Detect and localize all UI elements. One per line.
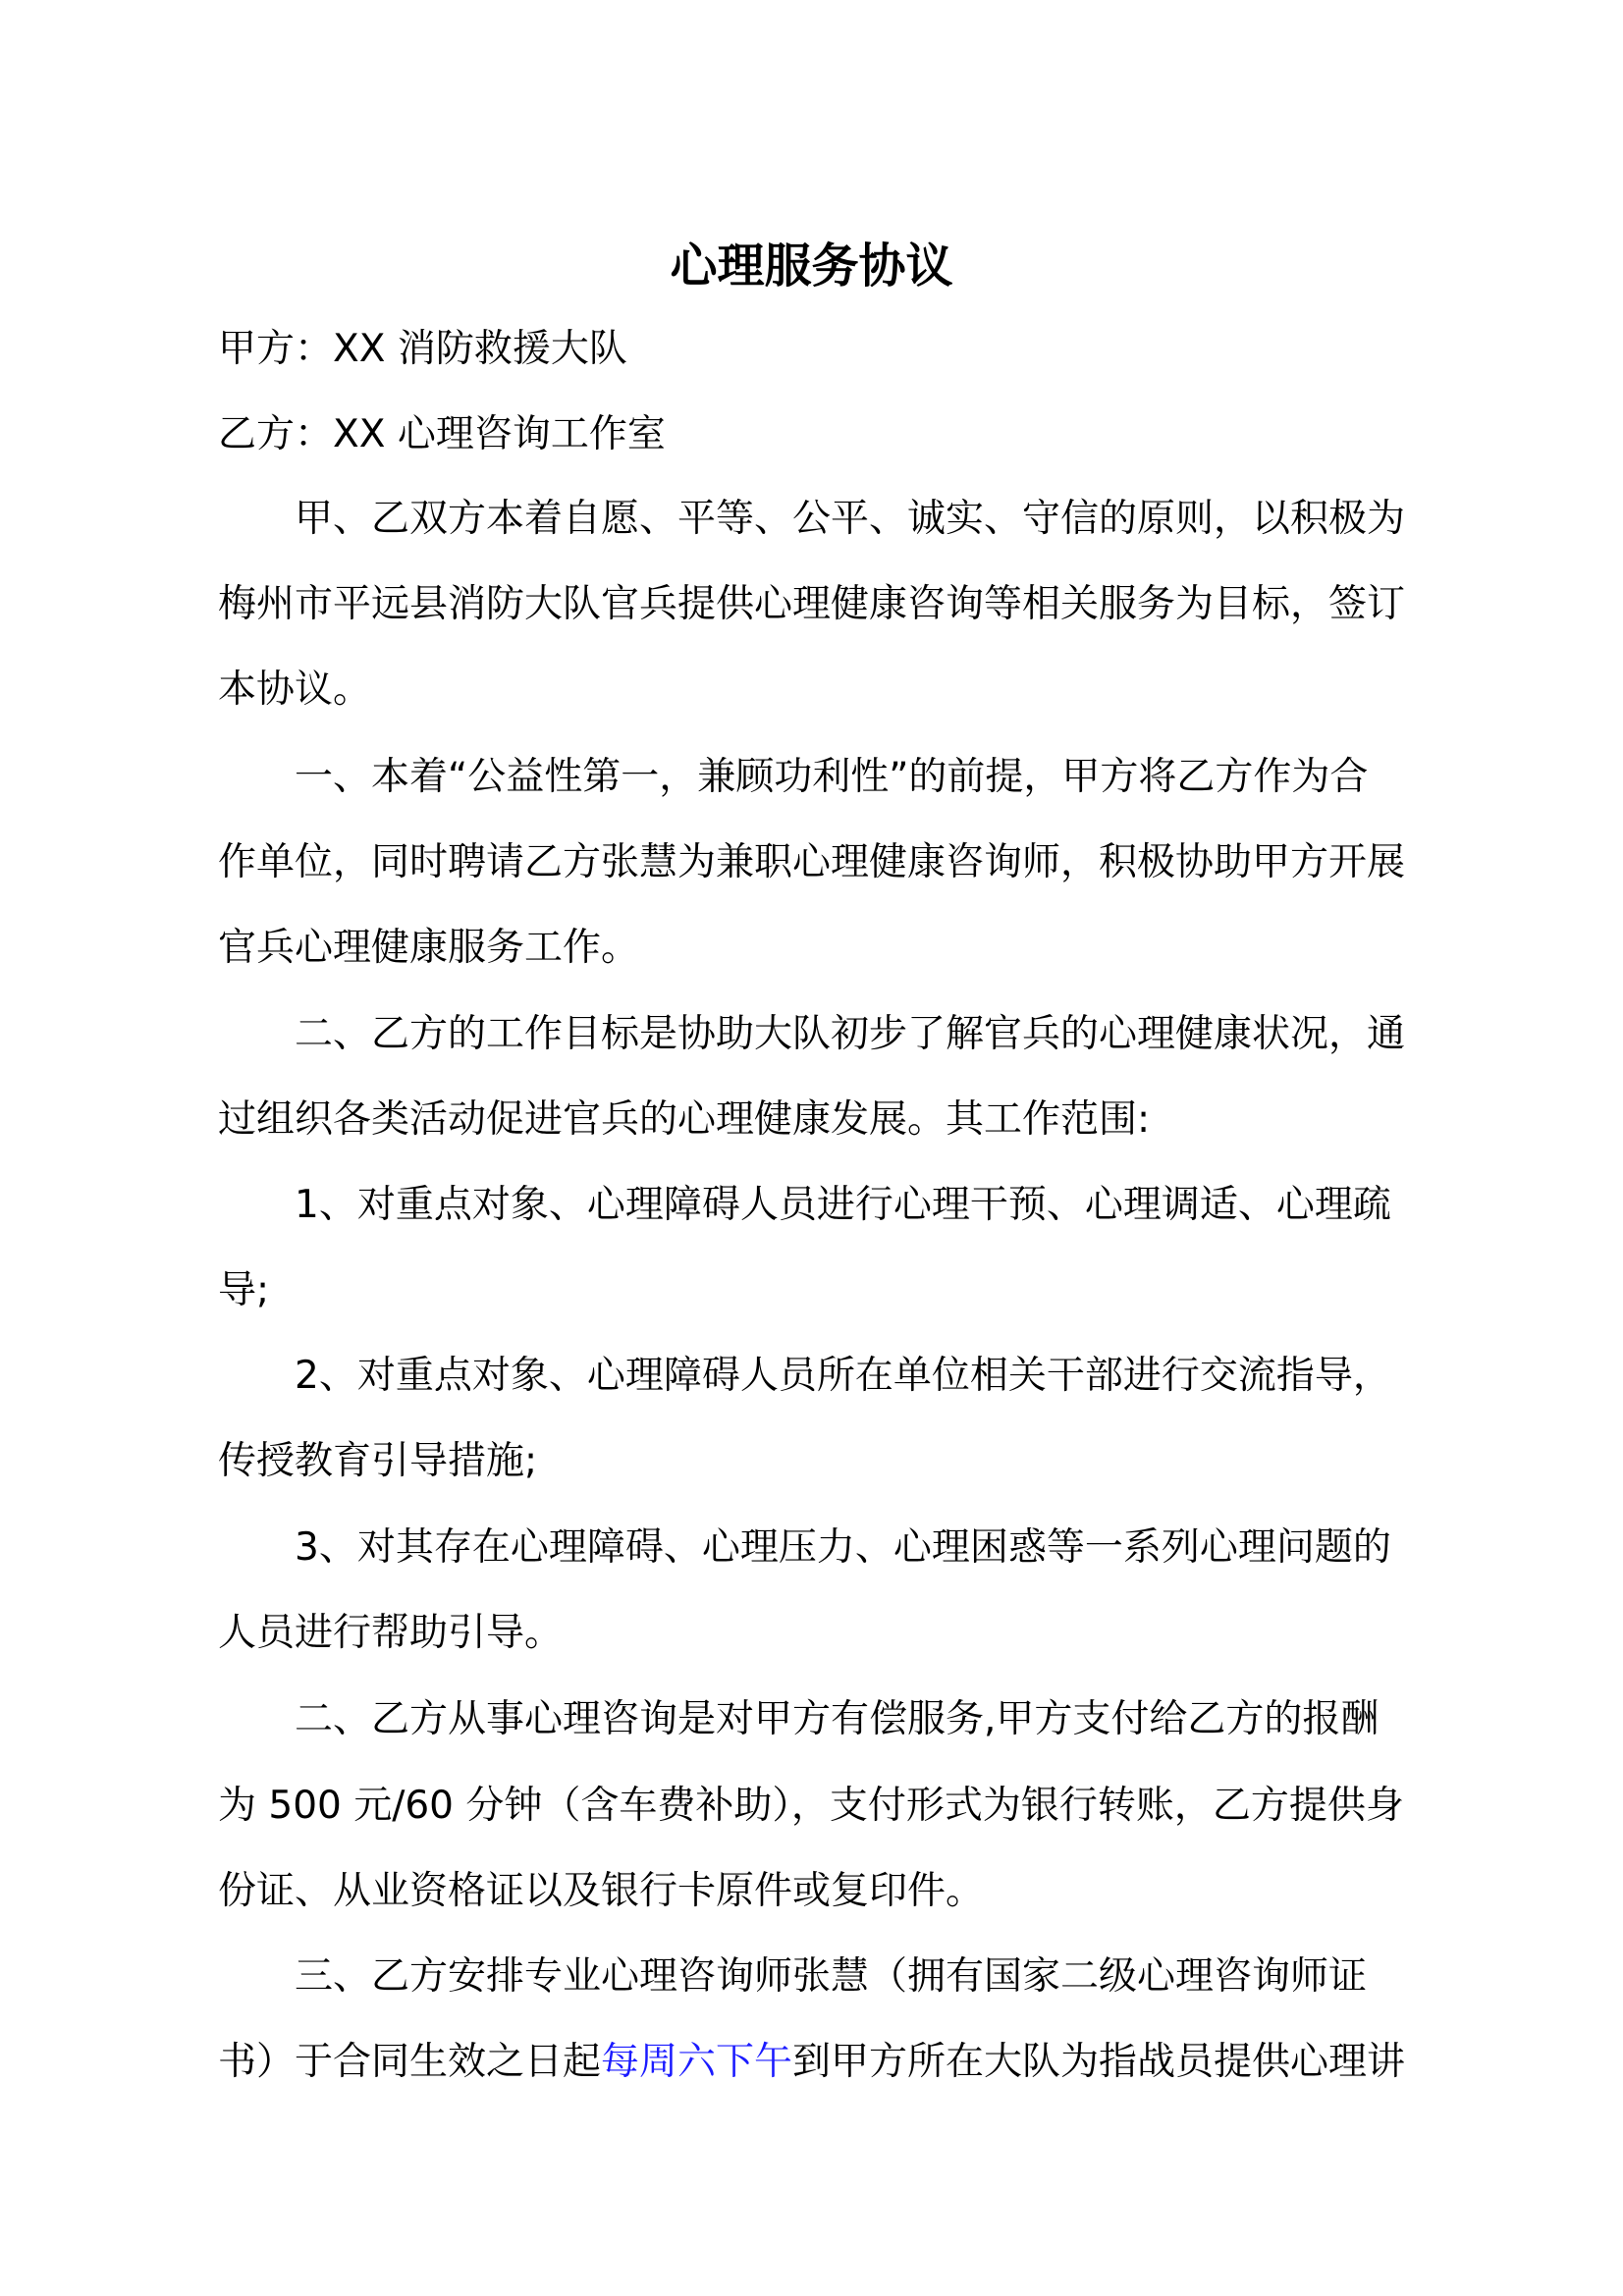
payment-clause-line: 为 500 元/60 分钟（含车费补助），支付形式为银行转账，乙方提供身	[218, 1784, 1404, 1828]
clause-1-line: 作单位，同时聘请乙方张慧为兼职心理健康咨询师，积极协助甲方开展	[218, 840, 1406, 884]
scope-item-1: 1、对重点对象、心理障碍人员进行心理干预、心理调适、心理疏	[295, 1183, 1391, 1227]
document-title: 心理服务协议	[670, 239, 953, 294]
clause-3-line	[218, 2034, 1405, 2091]
clause-2-line: 二、乙方的工作目标是协助大队初步了解官兵的心理健康状况，通	[295, 1012, 1406, 1056]
clause-3-text: 书）于合同生效之日起	[218, 2040, 602, 2084]
clause-3-line: 三、乙方安排专业心理咨询师张慧（拥有国家二级心理咨询师证	[295, 1954, 1368, 1999]
intro-line: 甲、乙双方本着自愿、平等、公平、诚实、守信的原则，以积极为	[295, 497, 1406, 541]
intro-line: 本协议。	[218, 667, 372, 712]
clause-2-line: 过组织各类活动促进官兵的心理健康发展。其工作范围:	[218, 1097, 1151, 1142]
scope-item-2: 传授教育引导措施;	[218, 1439, 538, 1483]
clause-1-line: 一、本着“公益性第一，兼顾功利性”的前提，甲方将乙方作为合	[295, 755, 1369, 799]
scope-item-1: 导;	[218, 1268, 270, 1312]
scope-item-3: 3、对其存在心理障碍、心理压力、心理困惑等一系列心理问题的	[295, 1525, 1391, 1570]
clause-3-text: 到甲方所在大队为指战员提供心理讲	[792, 2040, 1406, 2084]
party-a: 甲方：XX 消防救援大队	[218, 327, 627, 371]
payment-clause-line: 份证、从业资格证以及银行卡原件或复印件。	[218, 1869, 985, 1913]
scope-item-2: 2、对重点对象、心理障碍人员所在单位相关干部进行交流指导，	[295, 1354, 1391, 1398]
payment-clause-line: 二、乙方从事心理咨询是对甲方有偿服务,甲方支付给乙方的报酬	[295, 1697, 1380, 1741]
party-b: 乙方：XX 心理咨询工作室	[218, 412, 666, 456]
intro-line: 梅州市平远县消防大队官兵提供心理健康咨询等相关服务为目标，签订	[218, 582, 1406, 626]
clause-1-line: 官兵心理健康服务工作。	[218, 926, 640, 970]
highlighted-schedule: 每周六下午	[601, 2040, 793, 2084]
scope-item-3: 人员进行帮助引导。	[218, 1611, 564, 1655]
